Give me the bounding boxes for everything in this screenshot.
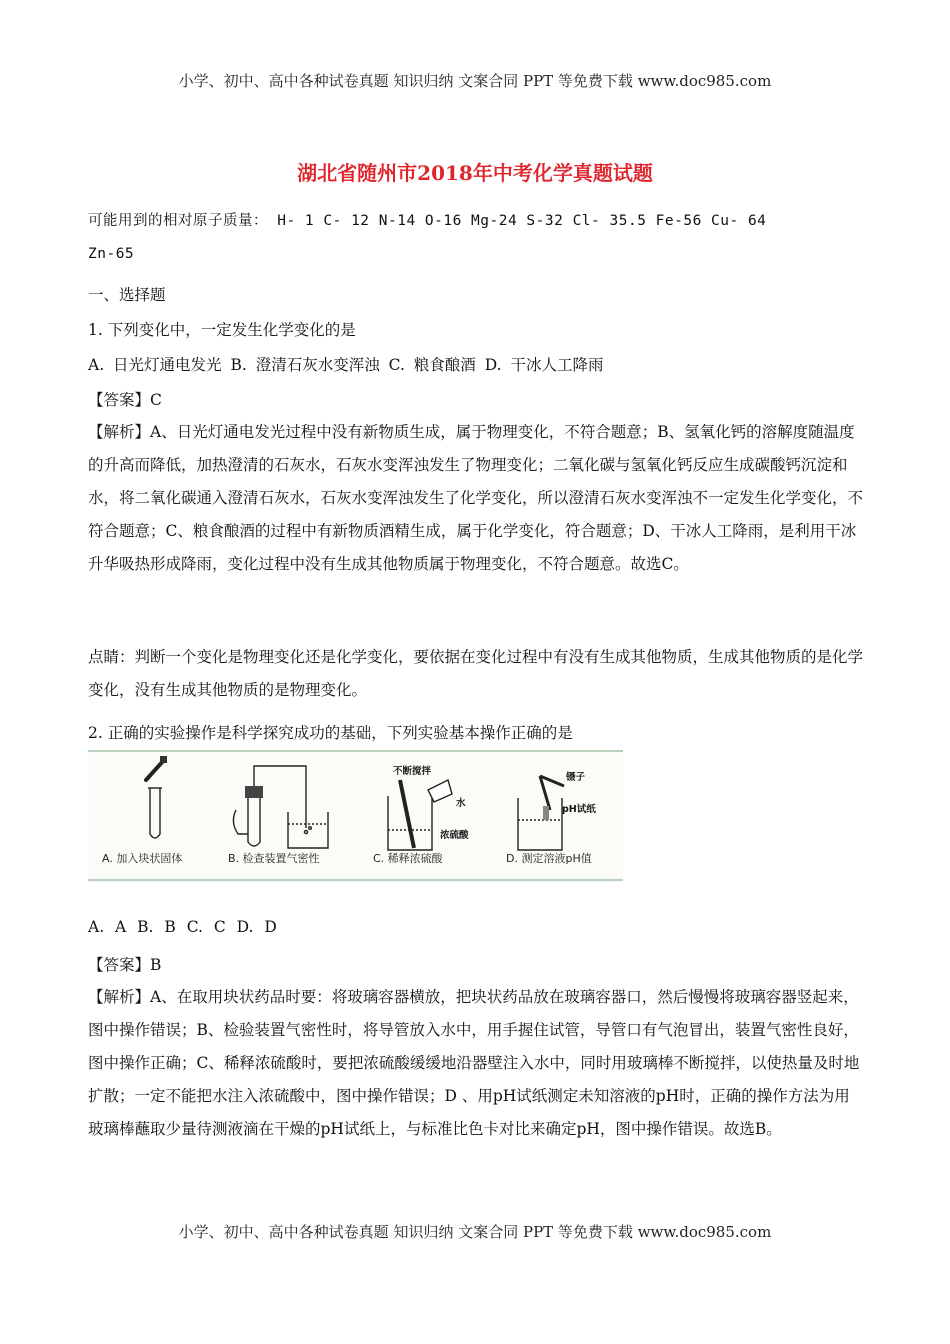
q2-analysis (88, 981, 863, 1146)
analysis-text: A、日光灯通电发光过程中没有新物质生成，属于物理变化，不符合题意；B、氢氧化钙的溶解度随温度的升高而降低，加热澄清的石灰水，石灰水变浑浊发生了物理变化；二氧化碳与氢氧化钙反应生成碳酸钙沉淀和水，将二氧化碳通入澄清石灰水，石灰水变浑浊发生了化学变化，所以澄清石灰水变浑浊不一定发生化学变化，不符合题意；C、粮食酿酒的过程中有新物质酒精生成，属于化学变化，符合题意；D、干冰人工降雨，是利用干冰升华吸热形成降雨，变化过程中没有生成其他物质属于物理变化，不符合题意。故选C。 (88, 423, 864, 573)
caption-b: B. 检查装置气密性 (228, 852, 320, 865)
atomic-mass-line-1: 可能用到的相对原子质量： H- 1 C- 12 N-14 O-16 Mg-24 S-32 Cl- 35.5 Fe-56 Cu- 64 (88, 213, 767, 229)
page-footer: 小学、初中、高中各种试卷真题 知识归纳 文案合同 PPT 等免费下载 www.doc985.com (178, 1223, 772, 1241)
q2-answer (88, 953, 161, 975)
q1-answer (88, 388, 162, 410)
document-title: 湖北省随州市2018年中考化学真题试题 (297, 161, 653, 185)
q2-options: A. A B. B C. C D. D (88, 918, 277, 936)
answer-value: C (150, 391, 162, 409)
analysis-label: 【解析】 (88, 423, 151, 441)
answer-label: 【答案】 (88, 956, 151, 974)
section-heading: 一、选择题 (88, 286, 166, 304)
analysis-text: A、在取用块状药品时要：将玻璃容器横放，把块状药品放在玻璃容器口，然后慢慢将玻璃容器竖起来，图中操作错误；B、检验装置气密性时，将导管放入水中，用手握住试管，导管口有气泡冒出，装置气密性良好，图中操作正确；C、稀释浓硫酸时，要把浓硫酸缓缓地沿器壁注入水中，同时用玻璃棒不断搅拌，以使热量及时地扩散；一定不能把水注入浓硫酸中，图中操作错误；D 、用pH试纸测定未知溶液的pH时，正确的操作方法为用玻璃棒蘸取少量待测液滴在干燥的pH试纸上，与标准比色卡对比来确定pH，图中操作错误。故选B。 (88, 988, 860, 1138)
lab-operations-figure (88, 750, 623, 882)
label-tweezers: 镊子 (566, 772, 586, 783)
label-ph-paper: pH试纸 (562, 804, 596, 815)
caption-a: A. 加入块状固体 (102, 852, 183, 865)
label-stir: 不断搅拌 (393, 766, 432, 777)
atomic-mass-line-2: Zn-65 (88, 246, 135, 262)
page-header: 小学、初中、高中各种试卷真题 知识归纳 文案合同 PPT 等免费下载 www.doc985.com (178, 72, 772, 90)
q2-stem: 2. 正确的实验操作是科学探究成功的基础，下列实验基本操作正确的是 (88, 724, 573, 742)
analysis-label: 【解析】 (88, 988, 151, 1006)
lab-figure-svg (88, 750, 623, 882)
q1-tip: 点睛：判断一个变化是物理变化还是化学变化，要依据在变化过程中有没有生成其他物质，生成其他物质的是化学变化，没有生成其他物质的是物理变化。 (88, 648, 864, 699)
answer-value: B (150, 956, 162, 974)
q1-stem: 1. 下列变化中，一定发生化学变化的是 (88, 321, 356, 339)
caption-c: C. 稀释浓硫酸 (373, 852, 443, 865)
label-water: 水 (456, 798, 466, 809)
caption-d: D. 测定溶液pH值 (506, 852, 592, 865)
answer-label: 【答案】 (88, 391, 151, 409)
q1-analysis (88, 416, 863, 581)
label-conc-acid: 浓硫酸 (440, 830, 469, 841)
q1-options: A. 日光灯通电发光 B. 澄清石灰水变浑浊 C. 粮食酿酒 D. 干冰人工降雨 (88, 356, 604, 374)
